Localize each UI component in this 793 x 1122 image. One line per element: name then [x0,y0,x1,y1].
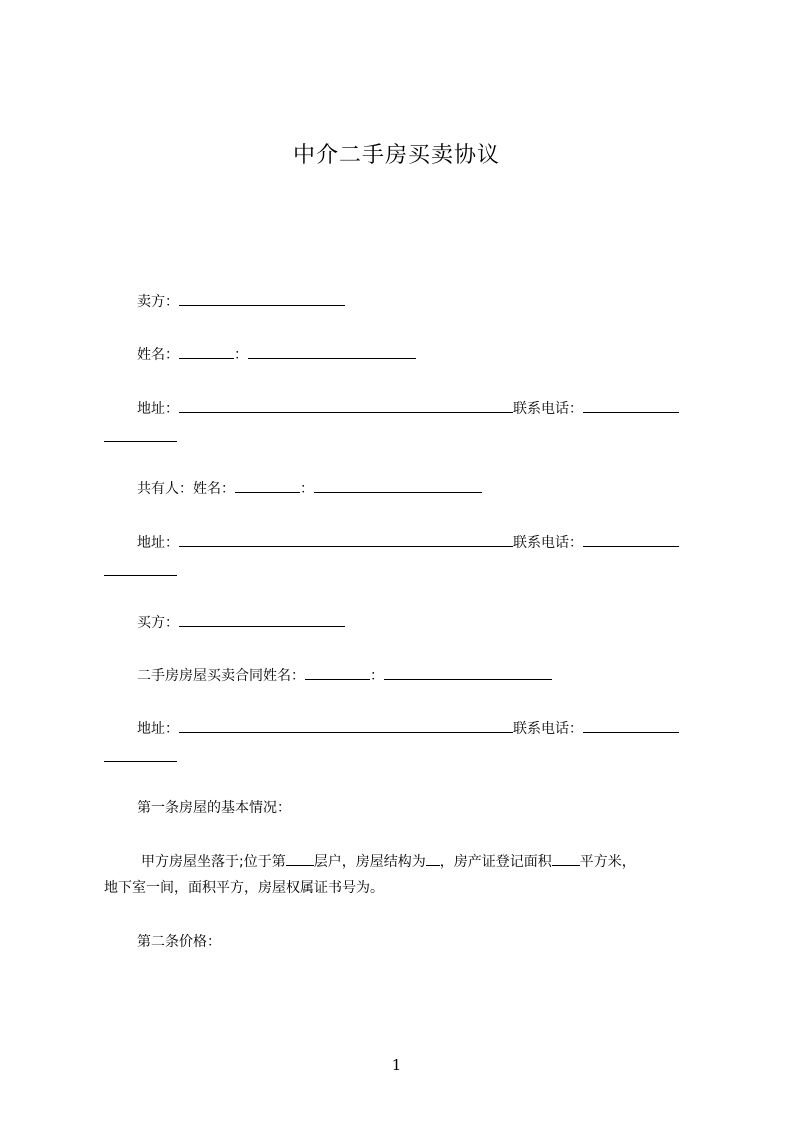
coowner-address-label: 地址： [137,535,179,551]
coowner-label: 共有人：姓名： [137,481,235,497]
separator-colon: ： [234,347,248,363]
seller-name-blank[interactable] [179,344,234,359]
article1-text-a: 甲方房屋坐落于;位于第 [141,854,286,870]
buyer-address-line [137,718,679,739]
article1-heading: 第一条房屋的基本情况： [137,800,291,816]
structure-blank[interactable] [426,851,440,866]
contract-name-label: 二手房房屋买卖合同姓名： [137,668,305,684]
buyer-phone-blank[interactable] [583,718,679,733]
buyer-line [137,612,345,633]
buyer-id-blank[interactable] [384,665,552,680]
article1-line2: 地下室一间，面积平方，房屋权属证书号为。 [104,880,384,896]
seller-phone-blank[interactable] [583,398,679,413]
buyer-address-label: 地址： [137,721,179,737]
seller-phone-label: 联系电话： [513,401,583,417]
buyer-blank[interactable] [179,612,345,627]
coowner-phone-blank[interactable] [583,532,679,547]
separator-colon: ： [300,481,314,497]
coowner-line [137,478,482,499]
seller-line [137,291,345,312]
page-number: 1 [391,1056,402,1074]
coowner-address-line [137,532,679,553]
article1-text-c: ，房产证登记面积 [439,854,552,870]
buyer-label: 买方： [137,615,179,631]
separator-colon: ： [370,668,384,684]
seller-name-line [137,344,416,365]
seller-label: 卖方： [137,294,179,310]
document-title: 中介二手房买卖协议 [292,143,500,168]
floor-blank[interactable] [286,851,314,866]
seller-name-label: 姓名： [137,347,179,363]
coowner-id-blank[interactable] [314,478,482,493]
seller-address-line [137,398,679,419]
buyer-address-blank[interactable] [179,718,513,733]
coowner-phone-blank-continued[interactable] [104,575,177,576]
coowner-address-blank[interactable] [179,532,513,547]
buyer-phone-blank-continued[interactable] [104,761,177,762]
coowner-phone-label: 联系电话： [513,535,583,551]
seller-address-blank[interactable] [179,398,513,413]
buyer-phone-label: 联系电话： [513,721,583,737]
seller-phone-blank-continued[interactable] [104,441,177,442]
article2-heading: 第二条价格： [137,934,221,950]
area-blank[interactable] [552,851,580,866]
article1-line1 [141,851,636,872]
article1-text-d: 平方米， [579,854,636,870]
contract-name-line [137,665,552,686]
seller-id-blank[interactable] [248,344,416,359]
buyer-name-blank[interactable] [305,665,370,680]
seller-blank[interactable] [179,291,345,306]
coowner-name-blank[interactable] [235,478,300,493]
article1-text-b: 层户，房屋结构为 [313,854,426,870]
seller-address-label: 地址： [137,401,179,417]
